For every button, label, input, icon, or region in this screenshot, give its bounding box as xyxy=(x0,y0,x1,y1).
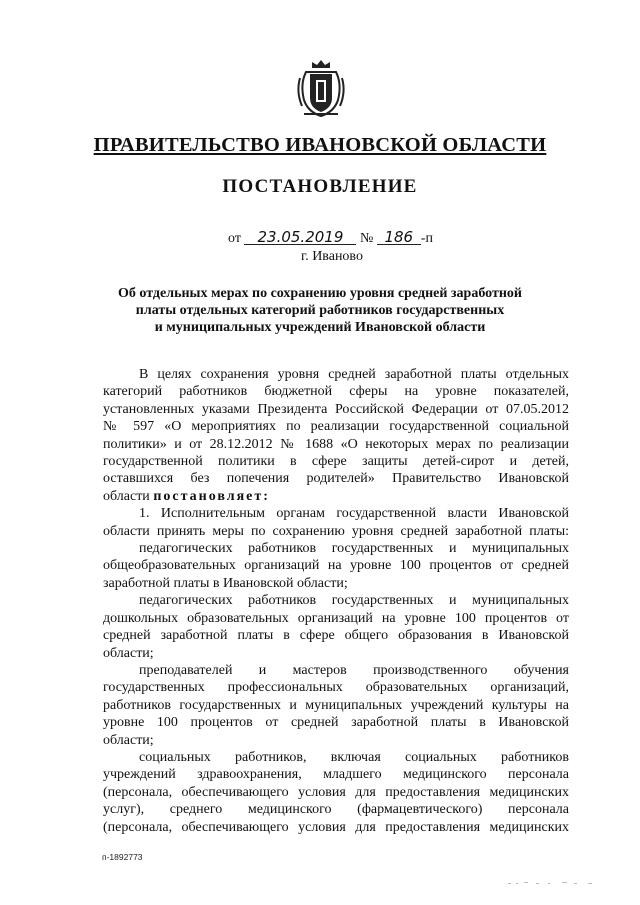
body-line: работников государственных и муниципальных учреждений культуры на xyxy=(103,697,569,713)
body-line: общеобразовательных организаций на уровне 100 процентов от средней xyxy=(103,558,569,574)
body-line: дошкольных образовательных организаций на уровне 100 процентов от xyxy=(103,610,569,626)
body-line: категорий работников бюджетной сферы на уровне показателей, xyxy=(103,384,569,400)
government-title: ПРАВИТЕЛЬСТВО ИВАНОВСКОЙ ОБЛАСТИ xyxy=(93,134,547,156)
body-line: педагогических работников государственных и муниципальных xyxy=(139,541,569,557)
date-number-line xyxy=(228,230,433,247)
body-line: средней заработной платы в сфере общего образования в Ивановской xyxy=(103,628,569,644)
body-line: преподавателей и мастеров производственного обучения xyxy=(139,662,569,678)
subject-line: Об отдельных мерах по сохранению уровня средней заработной xyxy=(118,286,522,301)
body-line: политики» и от 28.12.2012 № 1688 «О некоторых мерах по реализации xyxy=(103,436,569,452)
number-sign: № xyxy=(359,231,374,246)
body-line: государственных профессиональных образовательных организаций, xyxy=(103,680,569,696)
document-body xyxy=(103,366,569,836)
document-subject xyxy=(0,285,640,336)
body-line: установленных указами Президента Российской Федерации от 07.05.2012 xyxy=(103,401,569,417)
body-line: оставшихся без попечения родителей» Правительство Ивановской xyxy=(103,471,569,487)
document-number: 186 xyxy=(377,230,421,245)
number-suffix: -п xyxy=(420,231,433,246)
body-line: 1. Исполнительным органам государственной власти Ивановской xyxy=(139,506,569,522)
body-line: области принять меры по сохранению уровня средней заработной платы: xyxy=(103,523,569,539)
body-line: уровне 100 процентов от средней заработной платы в Ивановской xyxy=(103,715,569,731)
subject-line: и муниципальных учреждений Ивановской области xyxy=(154,320,486,335)
coat-of-arms-icon xyxy=(294,58,348,120)
body-line: педагогических работников государственных и муниципальных xyxy=(139,593,569,609)
document-type-title: ПОСТАНОВЛЕНИЕ xyxy=(222,176,418,197)
body-line: области; xyxy=(103,732,154,748)
body-line: заработной платы в Ивановской области; xyxy=(103,575,348,591)
body-line: учреждений здравоохранения, младшего медицинского персонала xyxy=(103,767,569,783)
decree-keyword: постановляет: xyxy=(153,488,270,504)
body-line-part: области xyxy=(103,488,150,504)
date-prefix: от xyxy=(228,231,241,246)
body-line: области; xyxy=(103,645,154,661)
body-line: (персонала, обеспечивающего условия для предоставления медицинских xyxy=(103,819,569,835)
body-line: № 597 «О мероприятиях по реализации государственной социальной xyxy=(103,419,569,435)
body-line xyxy=(103,488,569,505)
body-line: социальных работников, включая социальных работников xyxy=(139,749,569,765)
city: г. Иваново xyxy=(301,249,363,264)
subject-line: платы отдельных категорий работников государственных xyxy=(135,303,505,318)
scan-marks xyxy=(508,880,598,886)
document-code: п-1892773 xyxy=(102,852,143,862)
body-line: В целях сохранения уровня средней заработной платы отдельных xyxy=(139,367,569,382)
body-line: государственной политики в сфере защиты детей-сирот и детей, xyxy=(103,454,569,470)
body-line: услуг), среднего медицинского (фармацевтического) персонала xyxy=(103,802,569,818)
body-line: (персонала, обеспечивающего условия для предоставления медицинских xyxy=(103,784,569,800)
document-date: 23.05.2019 xyxy=(244,230,356,245)
